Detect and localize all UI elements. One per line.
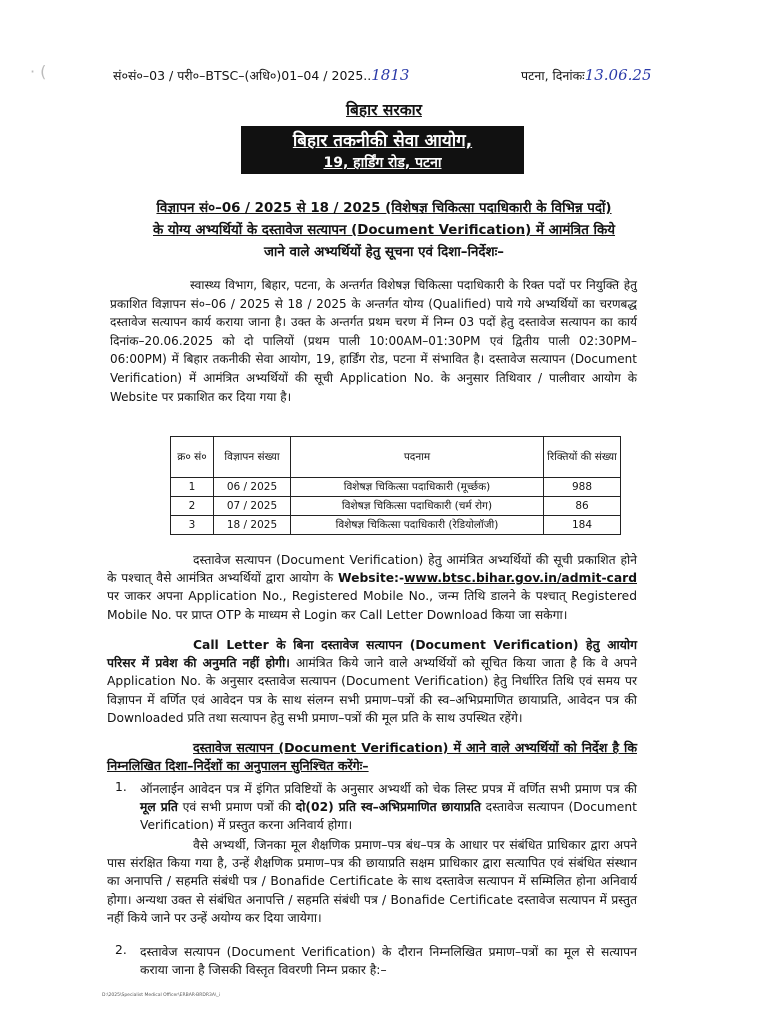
- table-row: [171, 478, 621, 497]
- cell-serial: 2: [171, 497, 214, 516]
- para2-text-before: दस्तावेज सत्यापन (Document Verification) हेतु आमंत्रित अभ्यर्थियों की सूची प्रकाशित होने के पश्चात् वैसे आमंत्रित अभ्यर्थियों द्वारा आयोग के: [107, 553, 637, 586]
- government-title: बिहार सरकार: [346, 101, 422, 119]
- table-row: [171, 497, 621, 516]
- call-letter-warning: Call Letter के बिना दस्तावेज सत्यापन (Document Verification) हेतु आयोग परिसर में प्रवेश की अनुमति नहीं होगी।: [107, 638, 637, 671]
- reference-line: [113, 66, 409, 84]
- reference-number: 1813: [371, 66, 410, 84]
- col-post-name: पदनाम: [291, 437, 544, 478]
- col-serial: क्र० सं०: [171, 437, 214, 478]
- subject-line-2: के योग्य अभ्यर्थियों के दस्तावेज सत्यापन (Document Verification) में आमंत्रित किये: [152, 223, 616, 238]
- cell-serial: 1: [171, 478, 214, 497]
- cell-advt-no: 18 / 2025: [214, 516, 291, 535]
- cell-vacancies: 184: [544, 516, 621, 535]
- verification-paragraph: [107, 551, 637, 624]
- cell-advt-no: 06 / 2025: [214, 478, 291, 497]
- item-1-number: 1.: [115, 780, 127, 794]
- item-1-attested-copies: दो(02) प्रति स्व–अभिप्रमाणित छायाप्रति: [295, 800, 481, 815]
- item-1-text-b: एवं सभी प्रमाण पत्रों की: [177, 800, 296, 815]
- website-link[interactable]: www.btsc.bihar.gov.in/admit-card: [404, 571, 637, 586]
- call-letter-paragraph: [107, 636, 637, 727]
- reference-prefix: सं०सं०–03 / परी०–BTSC–(अधि०)01–04 / 2025..: [113, 68, 372, 83]
- item-1-text-a: ऑनलाईन आवेदन पत्र में इंगित प्रविष्टियों के अनुसार अभ्यर्थी को चेक लिस्ट प्रपत्र में वर्णित सभी प्रमाण पत्र की: [140, 782, 637, 796]
- instructions-heading: दस्तावेज सत्यापन (Document Verification) में आने वाले अभ्यर्थियों को निर्देश है कि निम्नलिखित दिशा–निर्देशों का अनुपालन सुनिश्चित करेंगेः–: [107, 740, 637, 774]
- col-advt-no: विज्ञापन संख्या: [214, 437, 291, 478]
- file-path-footer: D:\2025\Specialist Medical Officer\ERBAR-BRDR3A\_i: [102, 993, 220, 998]
- table-header-row: [171, 437, 621, 478]
- subject-line-1: विज्ञापन सं०–06 / 2025 से 18 / 2025 (विशेषज्ञ चिकित्सा पदाधिकारी के विभिन्न पदों): [156, 201, 612, 216]
- cell-vacancies: 86: [544, 497, 621, 516]
- cell-advt-no: 07 / 2025: [214, 497, 291, 516]
- item-1-original-copy: मूल प्रति: [140, 800, 178, 815]
- subject-line-3: जाने वाले अभ्यर्थियों हेतु सूचना एवं दिशा–निर्देशः–: [263, 245, 505, 260]
- date-line: [521, 66, 652, 84]
- item-1-subparagraph: वैसे अभ्यर्थी, जिनका मूल शैक्षणिक प्रमाण–पत्र बंध–पत्र के आधार पर संबंधित प्राधिकार द्वारा अपने पास संरक्षित किया गया है, उन्हें शैक्षणिक प्रमाण–पत्र की छायाप्रति सक्षम प्राधिकार द्वारा सत्यापित एवं संबंधित संस्थान का अनापत्ति / सहमति संबंधी पत्र / Bonafide Certificate के साथ दस्तावेज सत्यापन में सम्मिलित होना अनिवार्य होगा। अन्यथा उक्त से संबंधित अनापत्ति / सहमति संबंधी पत्र / Bonafide Certificate दस्तावेज सत्यापन में प्रस्तुत नहीं किये जाने पर उन्हें अयोग्य कर दिया जायेगा।: [107, 838, 637, 925]
- commission-banner: [241, 126, 524, 174]
- place-label: पटना, दिनांकः: [521, 68, 585, 83]
- item-1-text: [140, 780, 637, 835]
- para2-text-after: पर जाकर अपना Application No., Registered Mobile No., जन्म तिथि डालने के पश्चात् Registered Mobile No. पर प्राप्त OTP के माध्यम से Login कर Call Letter Download किया जा सकेगा।: [107, 589, 637, 622]
- cell-post-name: विशेषज्ञ चिकित्सा पदाधिकारी (चर्म रोग): [291, 497, 544, 516]
- item-2-text: दस्तावेज सत्यापन (Document Verification) के दौरान निम्नलिखित प्रमाण–पत्रों का मूल से सत्यापन कराया जाना है जिसकी विस्तृत विवरणी निम्न प्रकार है:–: [140, 945, 637, 978]
- table-row: [171, 516, 621, 535]
- item-1-text-c: दस्तावेज सत्यापन (Document Verification) में प्रस्तुत करना अनिवार्य होगा।: [140, 800, 637, 833]
- scan-edge-mark: · (: [30, 62, 47, 81]
- cell-post-name: विशेषज्ञ चिकित्सा पदाधिकारी (मूर्च्छक): [291, 478, 544, 497]
- commission-name: बिहार तकनीकी सेवा आयोग,: [292, 131, 473, 151]
- date-value: 13.06.25: [584, 66, 652, 84]
- col-vacancies: रिक्तियों की संख्या: [544, 437, 621, 478]
- website-label: Website:-: [338, 571, 405, 586]
- call-letter-details: आमंत्रित किये जाने वाले अभ्यर्थियों को सूचित किया जाता है कि वे अपने Application No. के अनुसार दस्तावेज सत्यापन (Document Verification) हेतु निर्धारित तिथि एवं समय पर विज्ञापन में वर्णित एवं आवेदन पत्र के साथ संलग्न सभी प्रमाण–पत्रों की स्व–अभिप्रमाणित छायाप्रति, आवेदन पत्र की Downloaded प्रति तथा सत्यापन हेतु सभी प्रमाण–पत्रों की मूल प्रति के साथ उपस्थित रहेंगे।: [107, 656, 637, 725]
- cell-serial: 3: [171, 516, 214, 535]
- cell-post-name: विशेषज्ञ चिकित्सा पदाधिकारी (रेडियोलॉजी): [291, 516, 544, 535]
- item-2-number: 2.: [115, 943, 127, 957]
- cell-vacancies: 988: [544, 478, 621, 497]
- commission-address: 19, हार्डिंग रोड, पटना: [323, 155, 442, 171]
- vacancy-table: [170, 436, 621, 535]
- intro-paragraph: स्वास्थ्य विभाग, बिहार, पटना, के अन्तर्गत विशेषज्ञ चिकित्सा पदाधिकारी के रिक्त पदों पर नियुक्ति हेतु प्रकाशित विज्ञापन सं०–06 / 2025 से 18 / 2025 के अन्तर्गत योग्य (Qualified) पाये गये अभ्यर्थियों का चरणबद्ध दस्तावेज सत्यापन कार्य कराया जाना है। उक्त के अन्तर्गत प्रथम चरण में निम्न 03 पदों हेतु दस्तावेज सत्यापन का कार्य दिनांक–20.06.2025 को दो पालियों (प्रथम पाली 10:00AM–01:30PM एवं द्वितीय पाली 02:30PM–06:00PM) में बिहार तकनीकी सेवा आयोग, 19, हार्डिंग रोड, पटना में संभावित है। दस्तावेज सत्यापन (Document Verification) में आमंत्रित अभ्यर्थियों की सूची Application No. के अनुसार तिथिवार / पालीवार आयोग के Website पर प्रकाशित कर दिया गया है।: [110, 278, 637, 404]
